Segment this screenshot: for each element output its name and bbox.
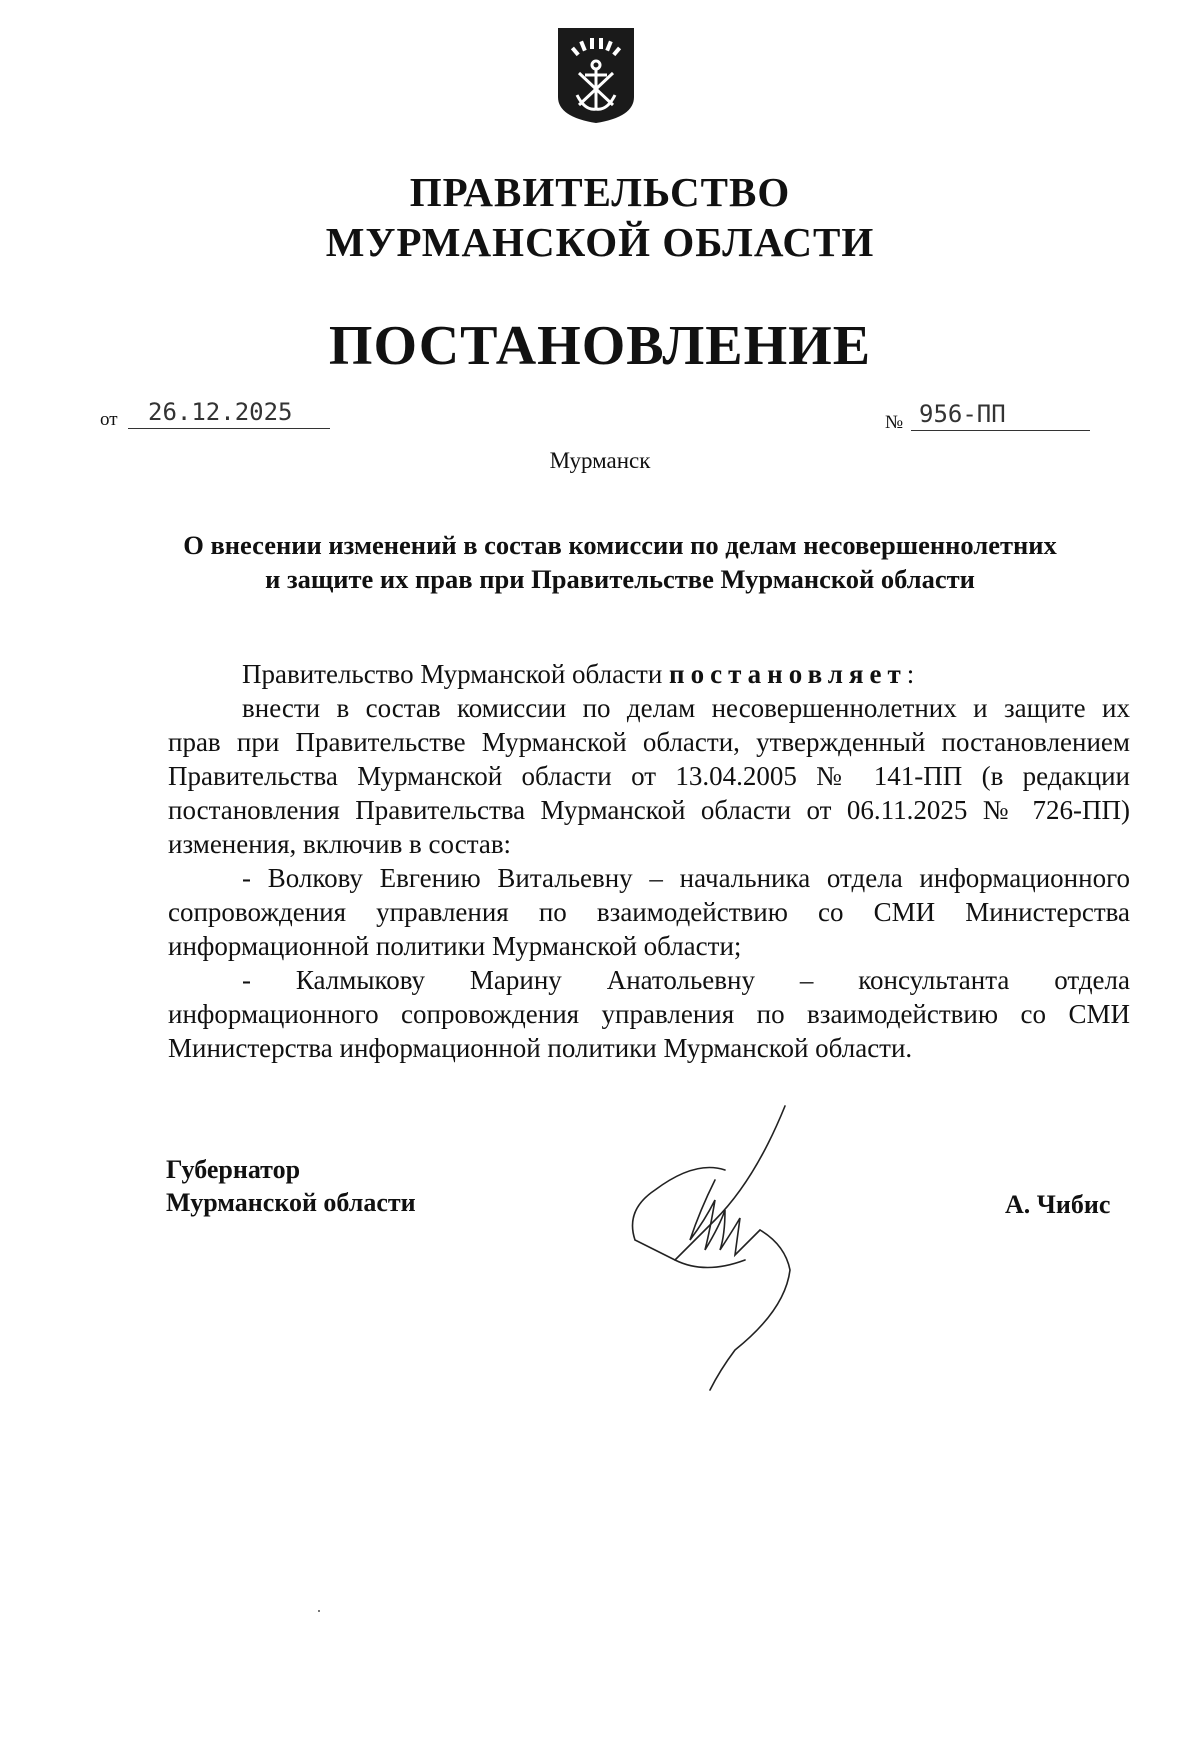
number-field: [885, 397, 1090, 437]
paragraph-1: [168, 691, 1130, 861]
list-item-2: [168, 963, 1130, 1065]
number-underline: [911, 430, 1090, 431]
document-subject: [140, 528, 1100, 596]
handwritten-signature-icon: [615, 1100, 815, 1400]
date-label: от: [100, 409, 118, 430]
list-item-line: информационной политики Мурманской области;: [168, 931, 742, 961]
number-label: №: [885, 412, 904, 433]
signatory-position: [166, 1153, 416, 1219]
scan-speck: [318, 1610, 320, 1612]
city: Мурманск: [549, 448, 651, 473]
preamble-start: Правительство Мурманской области: [242, 659, 670, 689]
list-item-1: [168, 861, 1130, 963]
paragraph-line: Правительства Мурманской области от 13.04.2005 № 141-ПП (в редакции: [168, 761, 1130, 791]
list-item-line: сопровождения управления по взаимодействию со СМИ Министерства: [168, 897, 1130, 927]
signatory-position-line: Губернатор: [166, 1155, 301, 1184]
signatory-position-line: Мурманской области: [166, 1188, 416, 1217]
list-item-line: - Калмыкову Марину Анатольевну – консультанта отдела: [242, 965, 1130, 995]
subject-line: и защите их прав при Правительстве Мурманской области: [265, 564, 975, 594]
document-number: 956-ПП: [919, 400, 1006, 428]
date-underline: [128, 428, 330, 429]
paragraph-line: изменения, включив в состав:: [168, 829, 512, 859]
paragraph-line: постановления Правительства Мурманской области от 06.11.2025 № 726-ПП): [168, 795, 1130, 825]
date-field: [100, 395, 330, 435]
document-type: ПОСТАНОВЛЕНИЕ: [328, 315, 872, 377]
list-item-line: - Волкову Евгению Витальевну – начальника отдела информационного: [242, 863, 1130, 893]
list-item-line: информационного сопровождения управления по взаимодействию со СМИ: [168, 999, 1130, 1029]
signatory-name: А. Чибис: [1005, 1190, 1111, 1219]
document-date: 26.12.2025: [148, 398, 293, 426]
government-title-line1: ПРАВИТЕЛЬСТВО: [409, 169, 791, 215]
subject-line: О внесении изменений в состав комиссии по делам несовершеннолетних: [183, 530, 1057, 560]
preamble-end: :: [906, 659, 915, 689]
paragraph-line: прав при Правительстве Мурманской области, утвержденный постановлением: [168, 727, 1130, 757]
paragraph-line: внести в состав комиссии по делам несовершеннолетних и защите их: [242, 693, 1130, 723]
coat-of-arms-icon: [555, 25, 637, 125]
preamble-keyword: постановляет: [669, 659, 907, 689]
government-title-line2: МУРМАНСКОЙ ОБЛАСТИ: [325, 219, 875, 265]
preamble: [168, 657, 1200, 691]
list-item-line: Министерства информационной политики Мурманской области.: [168, 1033, 913, 1063]
